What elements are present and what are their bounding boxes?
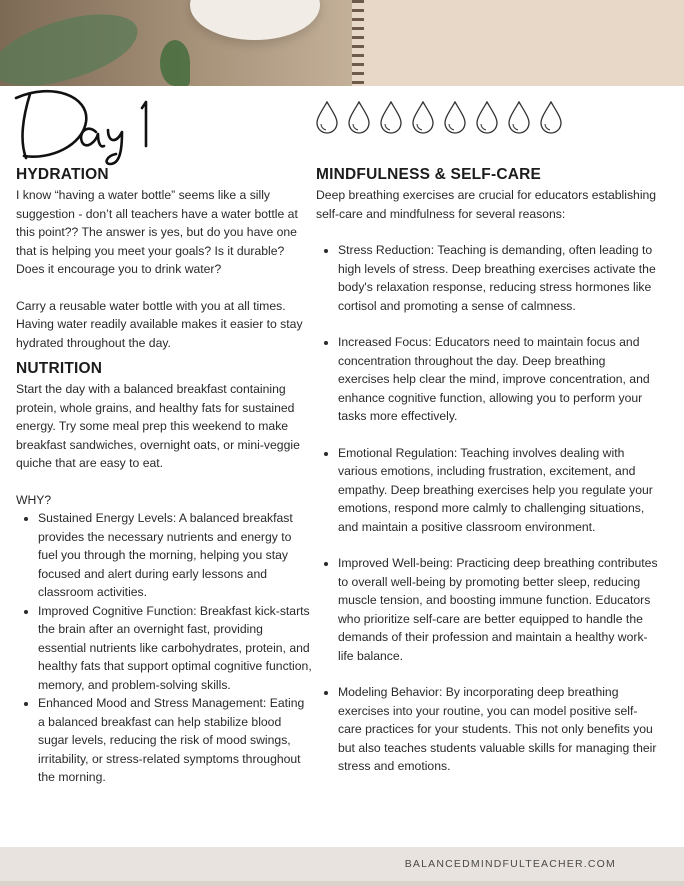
list-item: • Enhanced Mood and Stress Management: Eating a balanced breakfast can help stabilize blood sugar levels, reducing the risk of mood swings, irritability, or stress-related symptoms throughout the morning. bbox=[38, 694, 312, 787]
why-label: WHY? bbox=[16, 492, 52, 507]
water-drop-icon[interactable] bbox=[379, 100, 403, 134]
water-drop-icon[interactable] bbox=[443, 100, 467, 134]
hydration-heading: HYDRATION bbox=[16, 166, 109, 183]
list-item: • Stress Reduction: Teaching is demanding, often leading to high levels of stress. Deep breathing exercises activate the body's relaxation response, reducing stress hormones like cortisol and promoting a sense of calmness. bbox=[338, 241, 658, 315]
coffee-cup-decoration bbox=[190, 0, 320, 40]
mindfulness-heading: MINDFULNESS & SELF-CARE bbox=[316, 166, 542, 183]
plant-leaf-decoration bbox=[0, 5, 145, 86]
water-drop-icon[interactable] bbox=[539, 100, 563, 134]
list-item: • Modeling Behavior: By incorporating deep breathing exercises into your routine, you can model positive self-care practices for your students. This not only benefits you but also teaches students valuable skills for managing their stress and emotions. bbox=[338, 683, 658, 776]
hydration-paragraph: I know “having a water bottle” seems like a silly suggestion - don’t all teachers have a water bottle at this point?? The answer is yes, but do you have one that is helping you meet your goals? Is it durable? Does it encourage you to drink water? bbox=[16, 188, 298, 276]
plant-leaf-decoration bbox=[160, 40, 190, 86]
left-column bbox=[16, 164, 312, 787]
water-drop-icon[interactable] bbox=[347, 100, 371, 134]
mindfulness-benefits-list bbox=[316, 241, 658, 776]
list-item: • Improved Cognitive Function: Breakfast kick-starts the brain after an overnight fast, providing essential nutrients like carbohydrates, protein, and healthy fats that support optimal cognitive function, memory, and problem-solving skills. bbox=[38, 602, 312, 695]
list-item: • Sustained Energy Levels: A balanced breakfast provides the necessary nutrients and energy to fuel you through the morning, helping you stay focused and alert during early lessons and classroom activities. bbox=[38, 509, 312, 602]
water-tracker bbox=[315, 100, 563, 134]
mindfulness-intro: Deep breathing exercises are crucial for educators establishing self-care and mindfulness for several reasons: bbox=[316, 188, 657, 221]
notebook-decoration bbox=[352, 0, 684, 86]
website-link[interactable]: BALANCEDMINDFULTEACHER.COM bbox=[404, 858, 616, 870]
water-drop-icon[interactable] bbox=[475, 100, 499, 134]
right-column bbox=[316, 164, 658, 794]
nutrition-paragraph: Start the day with a balanced breakfast containing protein, whole grains, and healthy fats for sustained energy. Try some meal prep this weekend to make breakfast sandwiches, overnight oats, or mini-veggie quiche that are easy to eat. bbox=[16, 382, 300, 470]
water-drop-icon[interactable] bbox=[315, 100, 339, 134]
water-drop-icon[interactable] bbox=[507, 100, 531, 134]
list-item: • Increased Focus: Educators need to maintain focus and concentration throughout the day. Deep breathing exercises help clear the mind, improve concentration, and enhance cognitive function, allowing you to perform your tasks more effectively. bbox=[338, 333, 658, 426]
footer bbox=[0, 847, 684, 886]
water-drop-icon[interactable] bbox=[411, 100, 435, 134]
nutrition-heading: NUTRITION bbox=[16, 360, 103, 377]
hydration-paragraph: Carry a reusable water bottle with you at all times. Having water readily available makes it easier to stay hydrated throughout the day. bbox=[16, 298, 303, 350]
page-title bbox=[12, 80, 162, 166]
header-photo bbox=[0, 0, 684, 86]
list-item: • Emotional Regulation: Teaching involves dealing with various emotions, including frustration, excitement, and empathy. Deep breathing exercises help you regulate your emotions, respond more calmly to challenging situations, and maintain a positive classroom environment. bbox=[338, 444, 658, 537]
list-item: • Improved Well-being: Practicing deep breathing contributes to overall well-being by promoting better sleep, reducing muscle tension, and boosting immune function. Educators who prioritize self-care are better equipped to handle the demands of their profession and maintain a healthy work-life balance. bbox=[338, 554, 658, 665]
nutrition-benefits-list bbox=[16, 509, 312, 787]
